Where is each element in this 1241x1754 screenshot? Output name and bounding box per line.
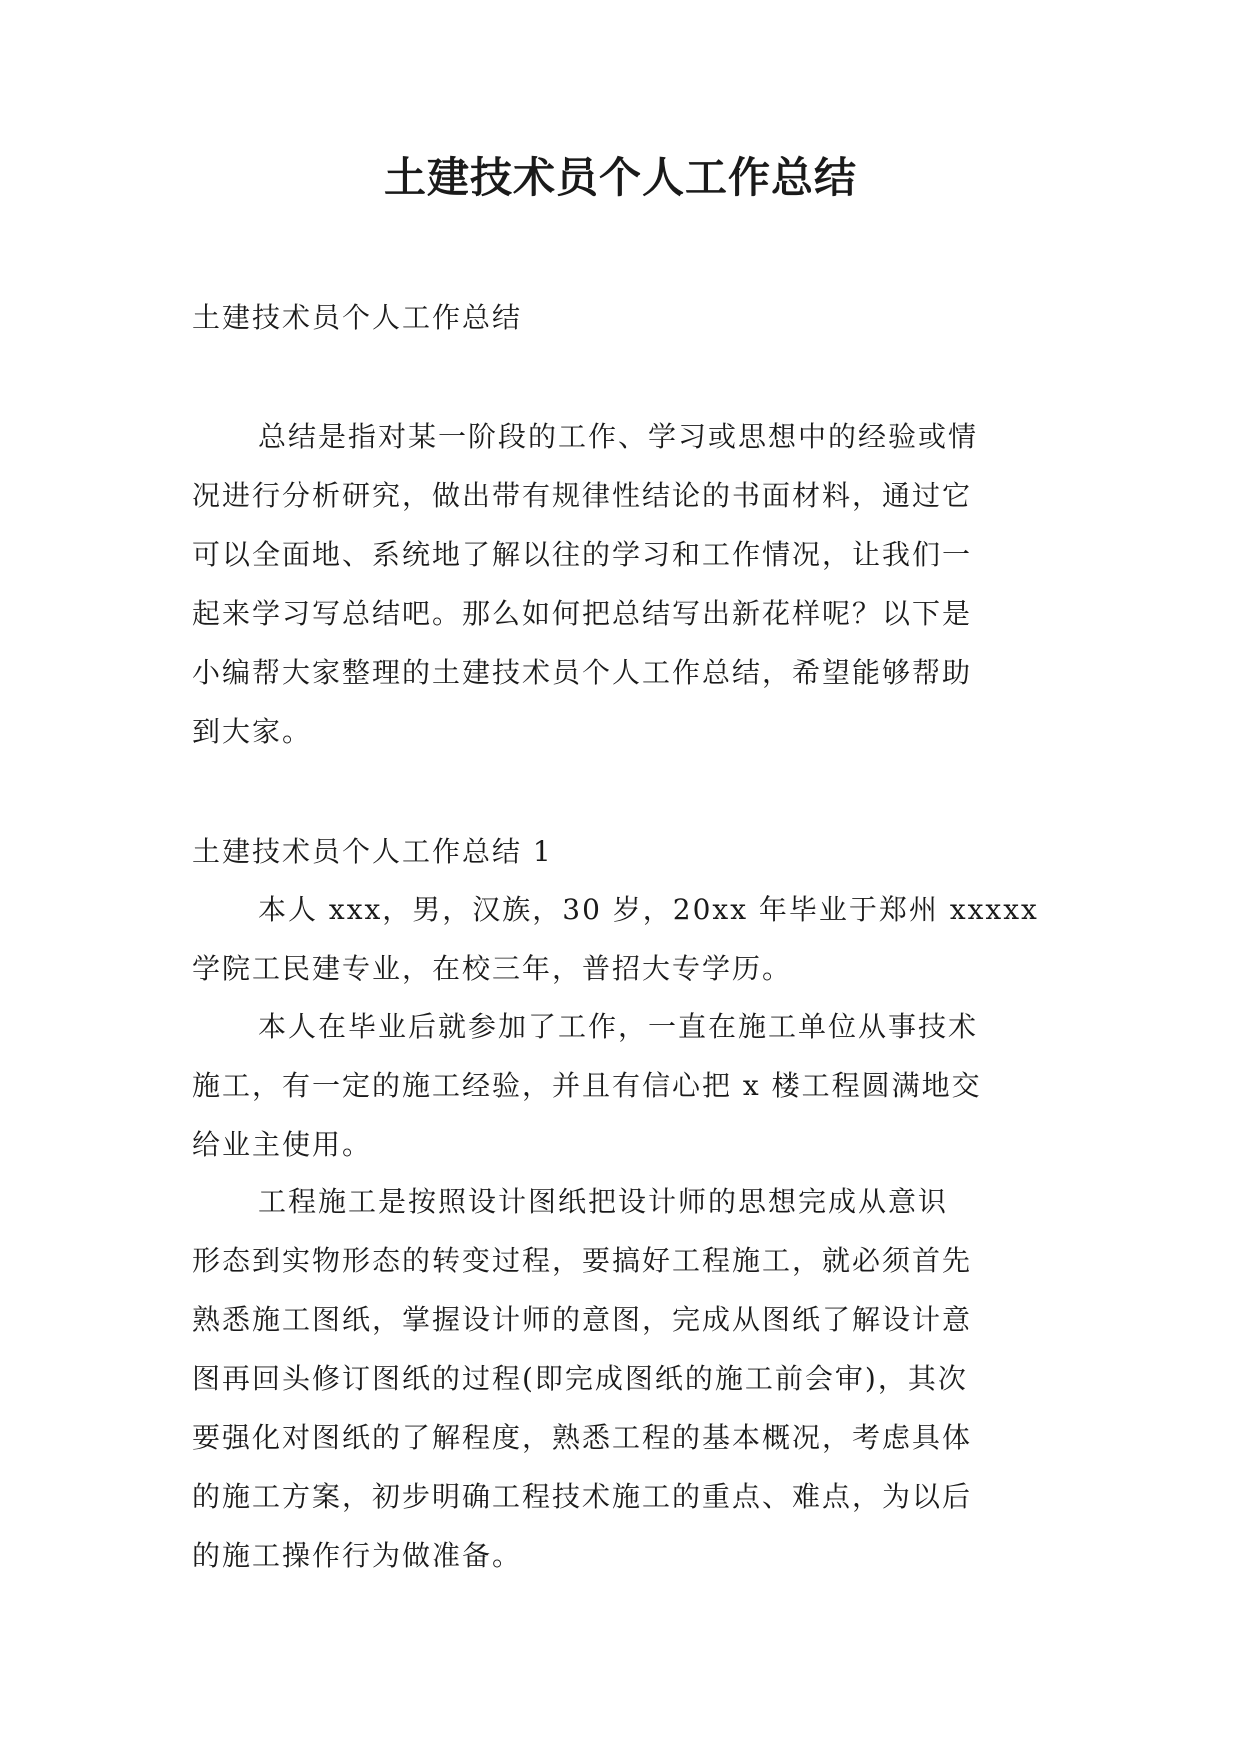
paragraph-line: 本人在毕业后就参加了工作，一直在施工单位从事技术 <box>258 1010 979 1043</box>
paragraph-line: 给业主使用。 <box>192 1128 373 1161</box>
paragraph-line: 的施工方案，初步明确工程技术施工的重点、难点，为以后 <box>192 1480 973 1513</box>
intro-line: 况进行分析研究，做出带有规律性结论的书面材料，通过它 <box>192 479 973 512</box>
paragraph-line: 本人 xxx，男，汉族，30 岁，20xx 年毕业于郑州 xxxxx <box>258 893 1039 926</box>
paragraph-line: 熟悉施工图纸，掌握设计师的意图，完成从图纸了解设计意 <box>192 1303 973 1336</box>
paragraph-line: 要强化对图纸的了解程度，熟悉工程的基本概况，考虑具体 <box>192 1421 973 1454</box>
document-title: 土建技术员个人工作总结 <box>383 153 857 202</box>
section-heading-text: 土建技术员个人工作总结 1 <box>192 835 553 868</box>
paragraph-line: 形态到实物形态的转变过程，要搞好工程施工，就必须首先 <box>192 1244 973 1277</box>
paragraph-line: 图再回头修订图纸的过程(即完成图纸的施工前会审)，其次 <box>192 1362 968 1395</box>
paragraph-line: 施工，有一定的施工经验，并且有信心把 x 楼工程圆满地交 <box>192 1069 982 1102</box>
intro-line: 可以全面地、系统地了解以往的学习和工作情况，让我们一 <box>192 538 973 571</box>
paragraph-line: 工程施工是按照设计图纸把设计师的思想完成从意识 <box>258 1185 949 1218</box>
intro-paragraph <box>192 407 1056 761</box>
paragraph-construction-process <box>192 1172 1056 1585</box>
paragraph-work-experience <box>192 997 1056 1174</box>
intro-line: 总结是指对某一阶段的工作、学习或思想中的经验或情 <box>258 420 979 453</box>
intro-line: 起来学习写总结吧。那么如何把总结写出新花样呢？以下是 <box>192 597 973 630</box>
paragraph-personal-info <box>192 880 1056 998</box>
document-subtitle: 土建技术员个人工作总结 <box>192 301 523 334</box>
intro-line: 到大家。 <box>192 715 313 748</box>
intro-line: 小编帮大家整理的土建技术员个人工作总结，希望能够帮助 <box>192 656 973 689</box>
paragraph-line: 的施工操作行为做准备。 <box>192 1539 523 1572</box>
section-heading <box>192 822 1056 881</box>
paragraph-line: 学院工民建专业，在校三年，普招大专学历。 <box>192 952 793 985</box>
